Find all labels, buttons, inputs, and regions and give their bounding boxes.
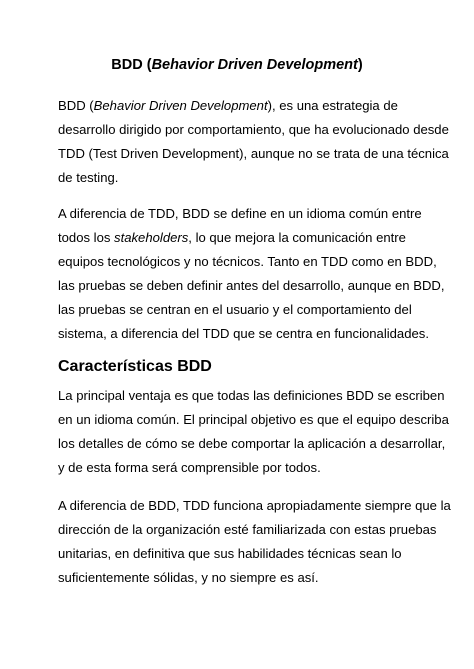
text-line: La principal ventaja es que todas las definiciones BDD se escriben — [58, 388, 445, 403]
text-line: TDD (Test Driven Development), aunque no se trata de una técnica — [58, 146, 449, 161]
text-line — [58, 94, 428, 118]
text-run: todos los — [58, 230, 115, 245]
text-run-italic: stakeholders — [114, 230, 189, 245]
text-line: unitarias, en definitiva que sus habilidades técnicas sean lo — [58, 546, 402, 561]
text-line: las pruebas se deben definir antes del desarrollo, aunque en BDD, — [58, 278, 445, 293]
document-title — [0, 56, 474, 74]
paragraph-intro — [58, 94, 449, 190]
paragraph-advantages — [58, 384, 449, 480]
title-italic: Behavior Driven Development — [151, 57, 358, 73]
paragraph-tdd-comparison — [58, 202, 445, 346]
text-line: las pruebas se centran en el usuario y el comportamiento del — [58, 302, 412, 317]
text-line: y de esta forma será comprensible por todos. — [58, 460, 321, 475]
text-run: , lo que mejora la comunicación entre — [188, 230, 406, 245]
text-line: sistema, a diferencia del TDD que se centra en funcionalidades. — [58, 326, 429, 341]
text-line: A diferencia de TDD, BDD se define en un idioma común entre — [58, 206, 422, 221]
section-heading: Características BDD — [58, 358, 212, 375]
text-line: dirección de la organización esté familiarizada con estas pruebas — [58, 522, 437, 537]
text-line: los detalles de cómo se debe comportar la aplicación a desarrollar, — [58, 436, 446, 451]
paragraph-tdd-conditions — [58, 494, 451, 590]
text-line: desarrollo dirigido por comportamiento, que ha evolucionado desde — [58, 122, 449, 137]
text-line: suficientemente sólidas, y no siempre es así. — [58, 570, 319, 585]
title-suffix: ) — [357, 57, 363, 73]
text-run-italic: Behavior Driven Development — [93, 98, 268, 113]
text-line: de testing. — [58, 170, 119, 185]
text-line — [58, 226, 428, 250]
text-run: BDD ( — [58, 98, 94, 113]
text-run: ), es una estrategia de — [267, 98, 398, 113]
title-prefix: BDD ( — [111, 57, 152, 73]
text-line: A diferencia de BDD, TDD funciona apropiadamente siempre que la — [58, 498, 451, 513]
text-line: en un idioma común. El principal objetivo es que el equipo describa — [58, 412, 449, 427]
text-line: equipos tecnológicos y no técnicos. Tanto en TDD como en BDD, — [58, 254, 437, 269]
